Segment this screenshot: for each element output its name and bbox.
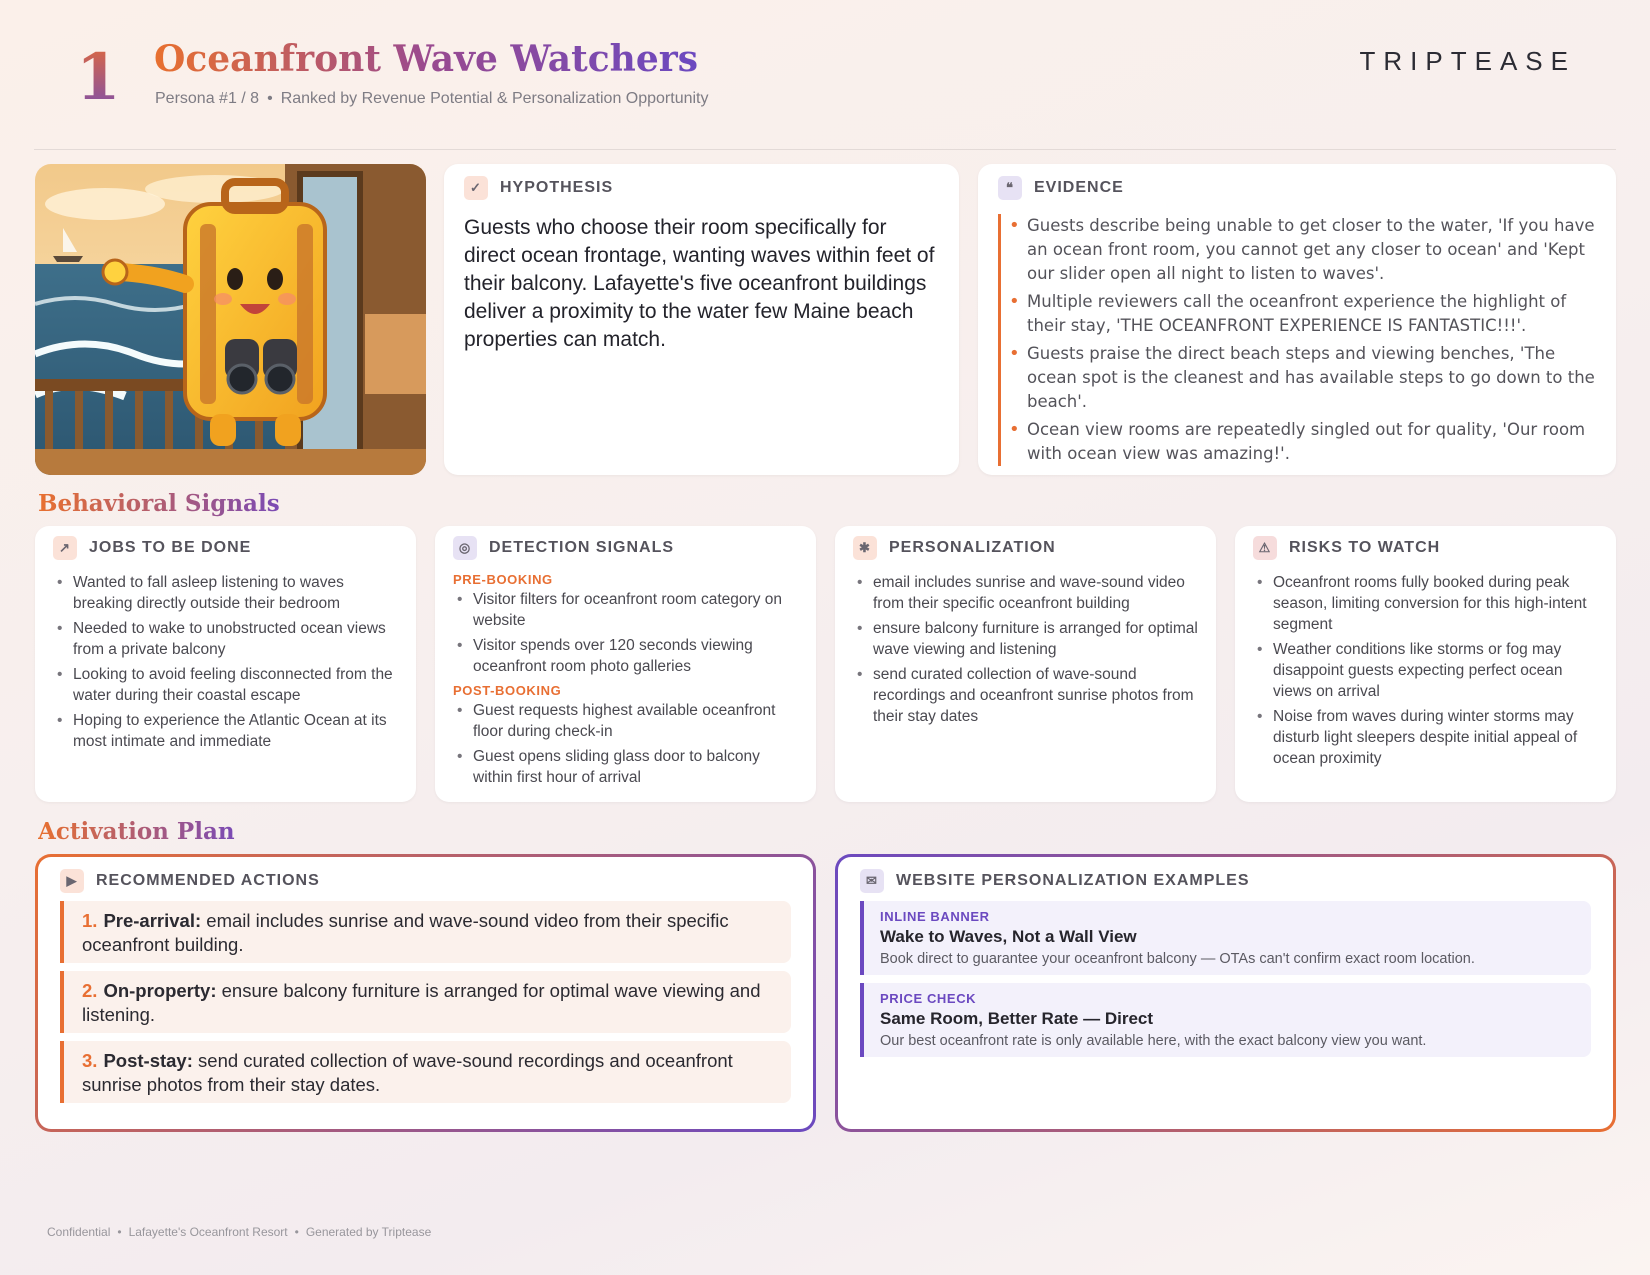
footer-property: Lafayette's Oceanfront Resort <box>128 1225 288 1239</box>
page-footer: Confidential • Lafayette's Oceanfront Resort • Generated by Triptease <box>47 1225 432 1239</box>
list-item: • Guest opens sliding glass door to balcony within first hour of arrival <box>453 746 798 788</box>
pre-booking-label: PRE-BOOKING <box>453 572 553 587</box>
mail-icon: ✉ <box>860 869 884 893</box>
personalization-label: PERSONALIZATION <box>889 539 1056 556</box>
action-lead: On-property: <box>103 980 217 1001</box>
example-body: Book direct to guarantee your oceanfront balcony — OTAs can't confirm exact room location. <box>880 951 1475 967</box>
example-tag: PRICE CHECK <box>880 991 977 1006</box>
list-item: • Noise from waves during winter storms may disturb light sleepers despite initial appeal of ocean proximity <box>1253 706 1598 769</box>
action-number: 1. <box>82 910 98 931</box>
website-examples-card <box>835 854 1616 1132</box>
action-lead: Post-stay: <box>103 1050 193 1071</box>
hypothesis-text: Guests who choose their room specifically for direct ocean frontage, wanting waves within feet of their balcony. Lafayette's five oceanfront buildings deliver a proximity to the water few Maine beach properties can match. <box>464 216 935 351</box>
risks-label: RISKS TO WATCH <box>1289 539 1441 556</box>
persona-index: Persona #1 / 8 <box>155 90 260 107</box>
detection-label: DETECTION SIGNALS <box>489 539 675 556</box>
activation-plan-title: Activation Plan <box>38 818 235 845</box>
jobs-label: JOBS TO BE DONE <box>89 539 252 556</box>
page-subtitle: Persona #1 / 8 • Ranked by Revenue Potential & Personalization Opportunity <box>155 90 709 107</box>
sparkle-icon: ✱ <box>853 536 877 560</box>
evidence-item: • Guests describe being unable to get closer to the water, 'If you have an ocean front room, you cannot get any closer to ocean' and 'Kept our slider open all night to listen to waves'. <box>1027 214 1596 286</box>
recommended-actions-card <box>35 854 816 1132</box>
warning-icon: ⚠ <box>1253 536 1277 560</box>
list-item: • ensure balcony furniture is arranged for optimal wave viewing and listening <box>853 618 1198 660</box>
list-item: • Guest requests highest available oceanfront floor during check-in <box>453 700 798 742</box>
example-body: Our best oceanfront rate is only available here, with the exact balcony view you want. <box>880 1033 1427 1049</box>
example-headline: Same Room, Better Rate — Direct <box>880 1009 1154 1028</box>
website-label: WEBSITE PERSONALIZATION EXAMPLES <box>896 872 1250 889</box>
action-lead: Pre-arrival: <box>103 910 202 931</box>
action-item <box>60 901 791 963</box>
jobs-card <box>35 526 416 802</box>
target-icon: ◎ <box>453 536 477 560</box>
list-item: • Oceanfront rooms fully booked during peak season, limiting conversion for this high-intent segment <box>1253 572 1598 635</box>
action-text: ensure balcony furniture is arranged for optimal wave viewing and listening. <box>82 980 761 1025</box>
list-item: • Visitor filters for oceanfront room category on website <box>453 589 798 631</box>
evidence-item: • Guests praise the direct beach steps and viewing benches, 'The ocean spot is the cleanest and has available steps to go down to the beach'. <box>1027 342 1596 414</box>
list-item: • Visitor spends over 120 seconds viewing oceanfront room photo galleries <box>453 635 798 677</box>
footer-confidential: Confidential <box>47 1225 111 1239</box>
website-example <box>860 901 1591 975</box>
website-example <box>860 983 1591 1057</box>
list-item: • send curated collection of wave-sound recordings and oceanfront sunrise photos from their stay dates <box>853 664 1198 727</box>
behavioral-signals-title: Behavioral Signals <box>38 490 280 517</box>
ranking-text: Ranked by Revenue Potential & Personalization Opportunity <box>280 90 709 107</box>
actions-label: RECOMMENDED ACTIONS <box>96 872 320 889</box>
suitcase-mascot-image <box>35 164 426 475</box>
action-text: send curated collection of wave-sound recordings and oceanfront sunrise photos from their stay dates. <box>82 1050 733 1095</box>
hypothesis-card <box>444 164 959 475</box>
evidence-item: • Multiple reviewers call the oceanfront experience the highlight of their stay, 'THE OCEANFRONT EXPERIENCE IS FANTASTIC!!!'. <box>1027 290 1596 338</box>
list-item: • Looking to avoid feeling disconnected from the water during their coastal escape <box>53 664 398 706</box>
list-item: • Hoping to experience the Atlantic Ocean at its most intimate and immediate <box>53 710 398 752</box>
evidence-item: • Ocean view rooms are repeatedly singled out for quality, 'Our room with ocean view was amazing!'. <box>1027 418 1596 466</box>
brand-logo: TRIPTEASE <box>1359 46 1576 76</box>
check-icon: ✓ <box>464 176 488 200</box>
evidence-card <box>978 164 1616 475</box>
footer-generated: Generated by Triptease <box>305 1225 432 1239</box>
action-number: 3. <box>82 1050 98 1071</box>
action-item <box>60 1041 791 1103</box>
risks-card <box>1235 526 1616 802</box>
evidence-label: EVIDENCE <box>1034 179 1124 196</box>
quote-icon: ❝ <box>998 176 1022 200</box>
page-title: Oceanfront Wave Watchers <box>154 38 698 80</box>
list-item: • Weather conditions like storms or fog may disappoint guests expecting perfect ocean views on arrival <box>1253 639 1598 702</box>
personalization-card <box>835 526 1216 802</box>
list-item: • email includes sunrise and wave-sound video from their specific oceanfront building <box>853 572 1198 614</box>
example-headline: Wake to Waves, Not a Wall View <box>880 927 1137 946</box>
example-tag: INLINE BANNER <box>880 909 990 924</box>
evidence-list <box>998 214 1596 466</box>
play-icon: ▶ <box>60 869 84 893</box>
detection-card <box>435 526 816 802</box>
list-item: • Wanted to fall asleep listening to waves breaking directly outside their bedroom <box>53 572 398 614</box>
page-header <box>34 30 1616 150</box>
action-text: email includes sunrise and wave-sound video from their specific oceanfront building. <box>82 910 729 955</box>
list-item: • Needed to wake to unobstructed ocean views from a private balcony <box>53 618 398 660</box>
persona-illustration <box>35 164 426 475</box>
post-booking-label: POST-BOOKING <box>453 683 562 698</box>
action-item <box>60 971 791 1033</box>
persona-number: 1 <box>76 40 121 115</box>
arrow-up-right-icon: ↗ <box>53 536 77 560</box>
hypothesis-label: HYPOTHESIS <box>500 179 614 196</box>
action-number: 2. <box>82 980 98 1001</box>
